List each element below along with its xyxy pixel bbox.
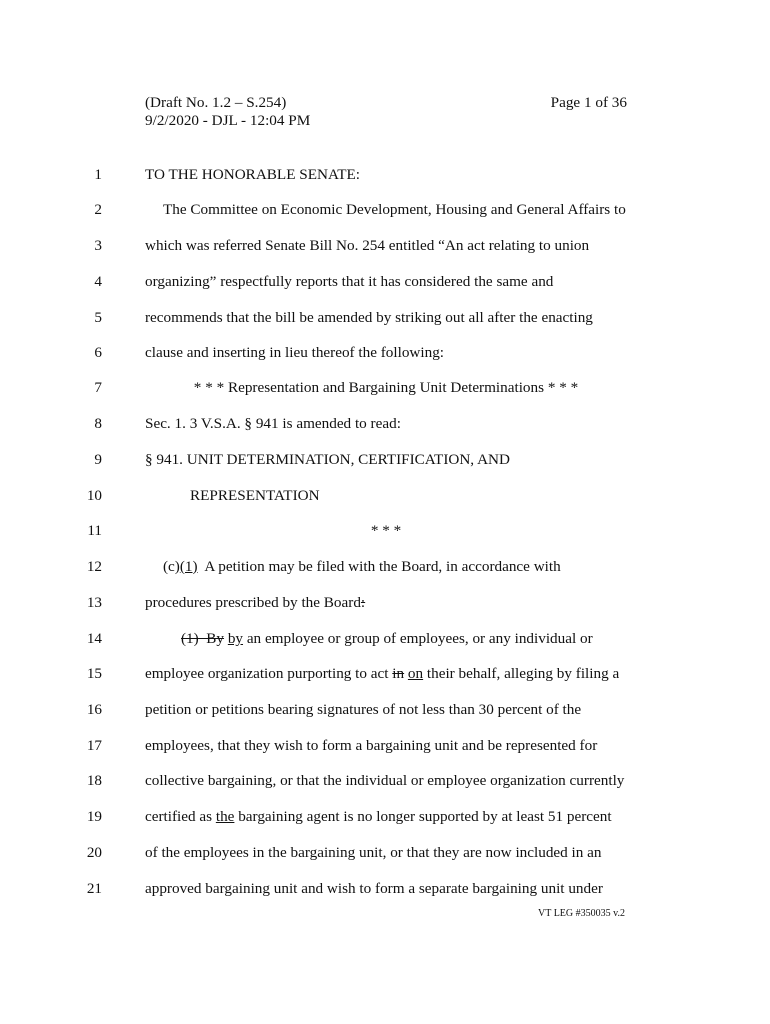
line-number: 12	[86, 558, 102, 575]
line-number: 8	[94, 415, 102, 432]
text-line	[0, 556, 770, 578]
line-number: 3	[94, 237, 102, 254]
text-line	[0, 485, 770, 507]
text-line	[0, 592, 770, 614]
text-line	[0, 199, 770, 221]
omission-marker: * * *	[370, 522, 402, 539]
line-text	[145, 592, 365, 614]
line-number: 20	[86, 844, 102, 861]
line-text: approved bargaining unit and wish to form a separate bargaining unit under	[145, 880, 603, 897]
inserted-text: (1)	[179, 558, 198, 575]
line-number: 1	[94, 166, 102, 183]
line-text	[145, 806, 612, 828]
text-line	[0, 342, 770, 364]
text-line	[0, 842, 770, 864]
line-number: 6	[94, 344, 102, 361]
text-line	[0, 235, 770, 257]
line-text: employees, that they wish to form a bargaining unit and be represented for	[145, 737, 598, 754]
line-text: organizing” respectfully reports that it has considered the same and	[145, 273, 554, 290]
text-line	[0, 520, 770, 542]
text-line	[0, 307, 770, 329]
deleted-text: :	[360, 594, 366, 611]
line-number: 16	[86, 701, 102, 718]
line-text: TO THE HONORABLE SENATE:	[145, 166, 361, 183]
line-text	[163, 556, 561, 578]
line-text: which was referred Senate Bill No. 254 entitled “An act relating to union	[145, 237, 590, 254]
page-header	[145, 94, 627, 130]
line-text-rest: an employee or group of employees, or any individual or	[243, 630, 593, 647]
line-text	[181, 628, 593, 650]
section-divider: * * * Representation and Bargaining Unit Determinations * * *	[193, 379, 579, 396]
inserted-text: the	[215, 808, 235, 825]
inserted-text: by	[227, 630, 244, 647]
deleted-text: (1) By	[181, 630, 225, 647]
line-number: 19	[86, 808, 102, 825]
draft-date: 9/2/2020 - DJL - 12:04 PM	[145, 112, 311, 129]
line-number: 11	[87, 522, 102, 539]
line-text	[145, 663, 619, 685]
line-text: Sec. 1. 3 V.S.A. § 941 is amended to read:	[145, 415, 401, 432]
line-text-part: procedures prescribed by the Board	[145, 594, 361, 611]
page-number: Page 1 of 36	[550, 94, 627, 111]
text-line	[0, 663, 770, 685]
line-text: of the employees in the bargaining unit, or that they are now included in an	[145, 844, 602, 861]
text-line	[0, 377, 770, 399]
line-number: 5	[94, 309, 102, 326]
line-text-rest: their behalf, alleging by filing a	[423, 665, 620, 682]
line-text: petition or petitions bearing signatures of not less than 30 percent of the	[145, 701, 582, 718]
line-number: 14	[86, 630, 102, 647]
text-line	[0, 770, 770, 792]
text-line	[0, 449, 770, 471]
text-line	[0, 878, 770, 900]
line-text-part: employee organization purporting to act	[145, 665, 393, 682]
line-number: 17	[86, 737, 102, 754]
section-heading: § 941. UNIT DETERMINATION, CERTIFICATION, AND	[145, 451, 510, 468]
section-heading: REPRESENTATION	[190, 487, 320, 504]
line-number: 2	[94, 201, 102, 218]
line-number: 9	[94, 451, 102, 468]
text-line	[0, 628, 770, 650]
line-number: 13	[86, 594, 102, 611]
deleted-text: in	[392, 665, 405, 682]
line-text-part: certified as	[145, 808, 216, 825]
line-number: 21	[86, 880, 102, 897]
draft-number: (Draft No. 1.2 – S.254)	[145, 94, 287, 111]
line-text: recommends that the bill be amended by striking out all after the enacting	[145, 309, 593, 326]
text-line	[0, 735, 770, 757]
line-number: 15	[86, 665, 102, 682]
subsection-label: (c)	[163, 558, 180, 575]
document-id-footer: VT LEG #350035 v.2	[538, 908, 625, 919]
text-line	[0, 413, 770, 435]
line-number: 4	[94, 273, 102, 290]
line-text-rest: A petition may be filed with the Board, in accordance with	[197, 558, 561, 575]
line-number: 10	[86, 487, 102, 504]
text-line	[0, 806, 770, 828]
inserted-text: on	[407, 665, 424, 682]
line-text: clause and inserting in lieu thereof the following:	[145, 344, 445, 361]
line-number: 7	[94, 379, 102, 396]
text-line	[0, 164, 770, 186]
line-text: The Committee on Economic Development, Housing and General Affairs to	[163, 201, 626, 218]
line-number: 18	[86, 772, 102, 789]
text-line	[0, 271, 770, 293]
line-text-rest: bargaining agent is no longer supported by at least 51 percent	[234, 808, 612, 825]
line-text: collective bargaining, or that the individual or employee organization currently	[145, 772, 625, 789]
text-line	[0, 699, 770, 721]
